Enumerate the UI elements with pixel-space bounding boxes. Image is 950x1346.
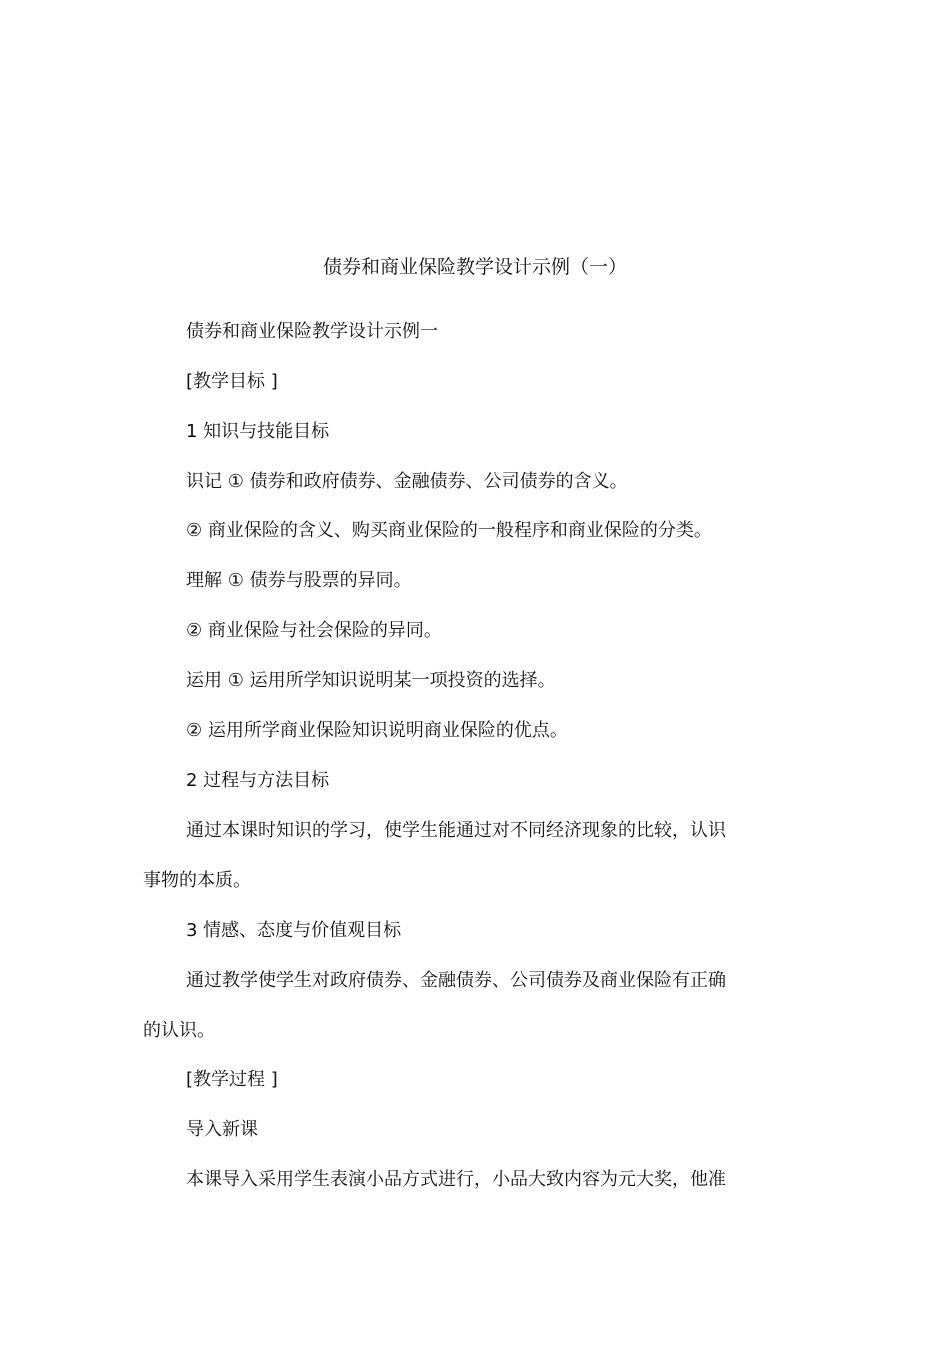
document-title: 债券和商业保险教学设计示例（一） bbox=[322, 256, 627, 278]
body-line: 识记 ① 债券和政府债券、金融债券、公司债券的含义。 bbox=[186, 471, 628, 492]
body-line: ② 商业保险的含义、购买商业保险的一般程序和商业保险的分类。 bbox=[186, 520, 712, 541]
body-line: 通过教学使学生对政府债券、金融债券、公司债券及商业保险有正确 bbox=[186, 970, 726, 991]
subsection-heading-intro: 导入新课 bbox=[186, 1119, 258, 1140]
subtitle-line: 债券和商业保险教学设计示例一 bbox=[186, 321, 438, 342]
body-line-continuation: 的认识。 bbox=[143, 1020, 215, 1041]
body-line: ② 运用所学商业保险知识说明商业保险的优点。 bbox=[186, 720, 568, 741]
objective-heading-process: 2 过程与方法目标 bbox=[186, 770, 330, 791]
body-line: ② 商业保险与社会保险的异同。 bbox=[186, 620, 442, 641]
objective-heading-knowledge: 1 知识与技能目标 bbox=[186, 421, 330, 442]
section-heading-process: [教学过程 ] bbox=[186, 1069, 278, 1090]
body-line: 理解 ① 债券与股票的异同。 bbox=[186, 570, 412, 591]
body-line-continuation: 事物的本质。 bbox=[143, 870, 251, 891]
body-line: 通过本课时知识的学习，使学生能通过对不同经济现象的比较，认识 bbox=[186, 820, 726, 841]
body-line: 运用 ① 运用所学知识说明某一项投资的选择。 bbox=[186, 670, 556, 691]
section-heading-objectives: [教学目标 ] bbox=[186, 371, 278, 392]
objective-heading-attitude: 3 情感、态度与价值观目标 bbox=[186, 920, 402, 941]
body-line: 本课导入采用学生表演小品方式进行，小品大致内容为元大奖，他准 bbox=[186, 1169, 726, 1190]
